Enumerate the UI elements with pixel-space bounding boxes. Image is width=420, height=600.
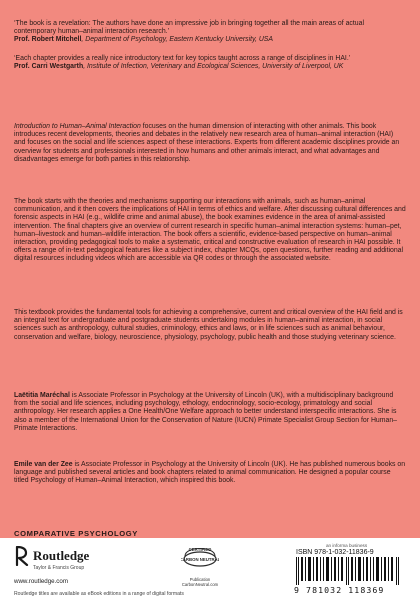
quote-2-author: Prof. Carri Westgarth [14,63,84,71]
quote-2-affiliation: , Institute of Infection, Veterinary and Ecological Sciences, University of Liverpool, UK [83,63,344,71]
quote-2 [14,55,406,71]
author-1-name: Laëtitia Maréchal [14,392,70,399]
description-paragraph-1 [14,123,406,164]
description-p2-text: The book starts with the theories and mechanisms supporting our interactions with animals, such as human–animal communication, and it then covers the implications of HAI in terms of ethics and welfare. After discussing cultural differences and forensic aspects in HAI (e.g., wildlife crime and animal abuse), the book examines evidence in the area of animal-assisted intervention. The final chapters give an overview of current research in specific human–animal interaction systems: human–pet, human–livestock and human–wildlife interaction. The book offers a scientific, evidence-based perspective on human–animal interaction, providing pedagogical tools to make a systematic, critical and constructive evaluation of research in HAI possible. It offers a range of in-text pedagogical features like a subject index, chapter MCQs, open questions, further reading and additional digital resources including videos which are accessible via QR codes or through the associated website. [14,198,406,263]
barcode-icon [296,557,404,585]
routledge-logo-icon [14,546,30,566]
author-1-bio: is Associate Professor in Psychology at the University of Lincoln (UK), with a multidisciplinary background from the social and life sciences, including psychology, ethology, endocrinology, socio-ecology, primatology and social anthropology. Her research applies a One Health/One Welfare approach to better understand interspecific interactions. She is also a member of the International Union for the Conservation of Nature (IUCN) Primate Specialist Group Section for Human–Primate Interactions. [14,392,397,432]
description-p3-text: This textbook provides the fundamental tools for achieving a comprehensive, current and critical overview of the HAI field and is an integral text for undergraduate and postgraduate students undertaking modules in human–animal interaction, in social sciences such as anthropology, cultural studies, criminology, ethics and laws, or in life sciences such as animal behaviour, conservation and welfare, biology, neuroscience, physiology, psychology, public health and those studying veterinary science. [14,309,403,341]
author-bio-1 [14,392,406,433]
carbon-line-1: Publication [189,577,211,582]
carbon-top: CERTIFIED [188,547,212,552]
carbon-line-2: CarbonNeutral.com [181,582,219,587]
publisher-url: www.routledge.com [14,578,68,585]
publisher-subtitle: Taylor & Francis Group [33,565,85,571]
informa-tagline: an informa business [326,543,368,548]
carbon-neutral-icon [181,542,219,572]
quote-1-affiliation: , Department of Psychology, Eastern Kentucky University, USA [81,36,274,44]
isbn-barcode-box [292,549,408,598]
quote-1 [14,20,406,45]
quote-1-author: Prof. Robert Mitchell [14,36,82,44]
carbon-neutral-badge [178,542,222,587]
carbon-mark: CARBON NEUTRAL [181,557,219,562]
publisher-logo [14,546,89,571]
description-paragraph-3 [14,309,406,342]
barcode-number: 9 781032 118369 [294,585,385,595]
description-p1-text: focuses on the human dimension of interacting with other animals. This book introduces recent developments, theories and debates in the relatively new research area of human–animal interaction (HAI) and focuses on the social and life sciences aspect of these interactions. Experts from different academic disciplines provide an overview for students and professionals interested in how humans and other animals interact, and what advantages and disadvantages emerge for both parties in this relationship. [14,123,400,163]
bottom-bar [0,538,420,600]
isbn-label: ISBN 978-1-032-11836-9 [296,549,374,556]
author-2-bio: is Associate Professor in Psychology at the University of Lincoln (UK). He has published numerous books on language and published several articles and book chapters related to animal communication. He designed a popular course titled Psychology of Human–Animal Interaction, which inspired this book. [14,461,406,485]
subject-label: COMPARATIVE PSYCHOLOGY [14,529,138,538]
author-2-name: Emile van der Zee [14,461,73,468]
author-bio-2 [14,461,406,486]
footer-note: Routledge titles are available as eBook editions in a range of digital formats [14,591,184,597]
description-paragraph-2 [14,198,406,264]
quote-1-text: ‘The book is a revelation: The authors have done an impressive job in bringing together all the main areas of actual contemporary human–animal interaction research.’ [14,20,364,36]
book-title: Introduction to Human–Animal Interaction [14,123,141,130]
publisher-name: Routledge [33,548,90,563]
quote-2-text: ‘Each chapter provides a really nice introductory text for key topics taught across a range of disciplines in HAI.’ [14,55,351,62]
